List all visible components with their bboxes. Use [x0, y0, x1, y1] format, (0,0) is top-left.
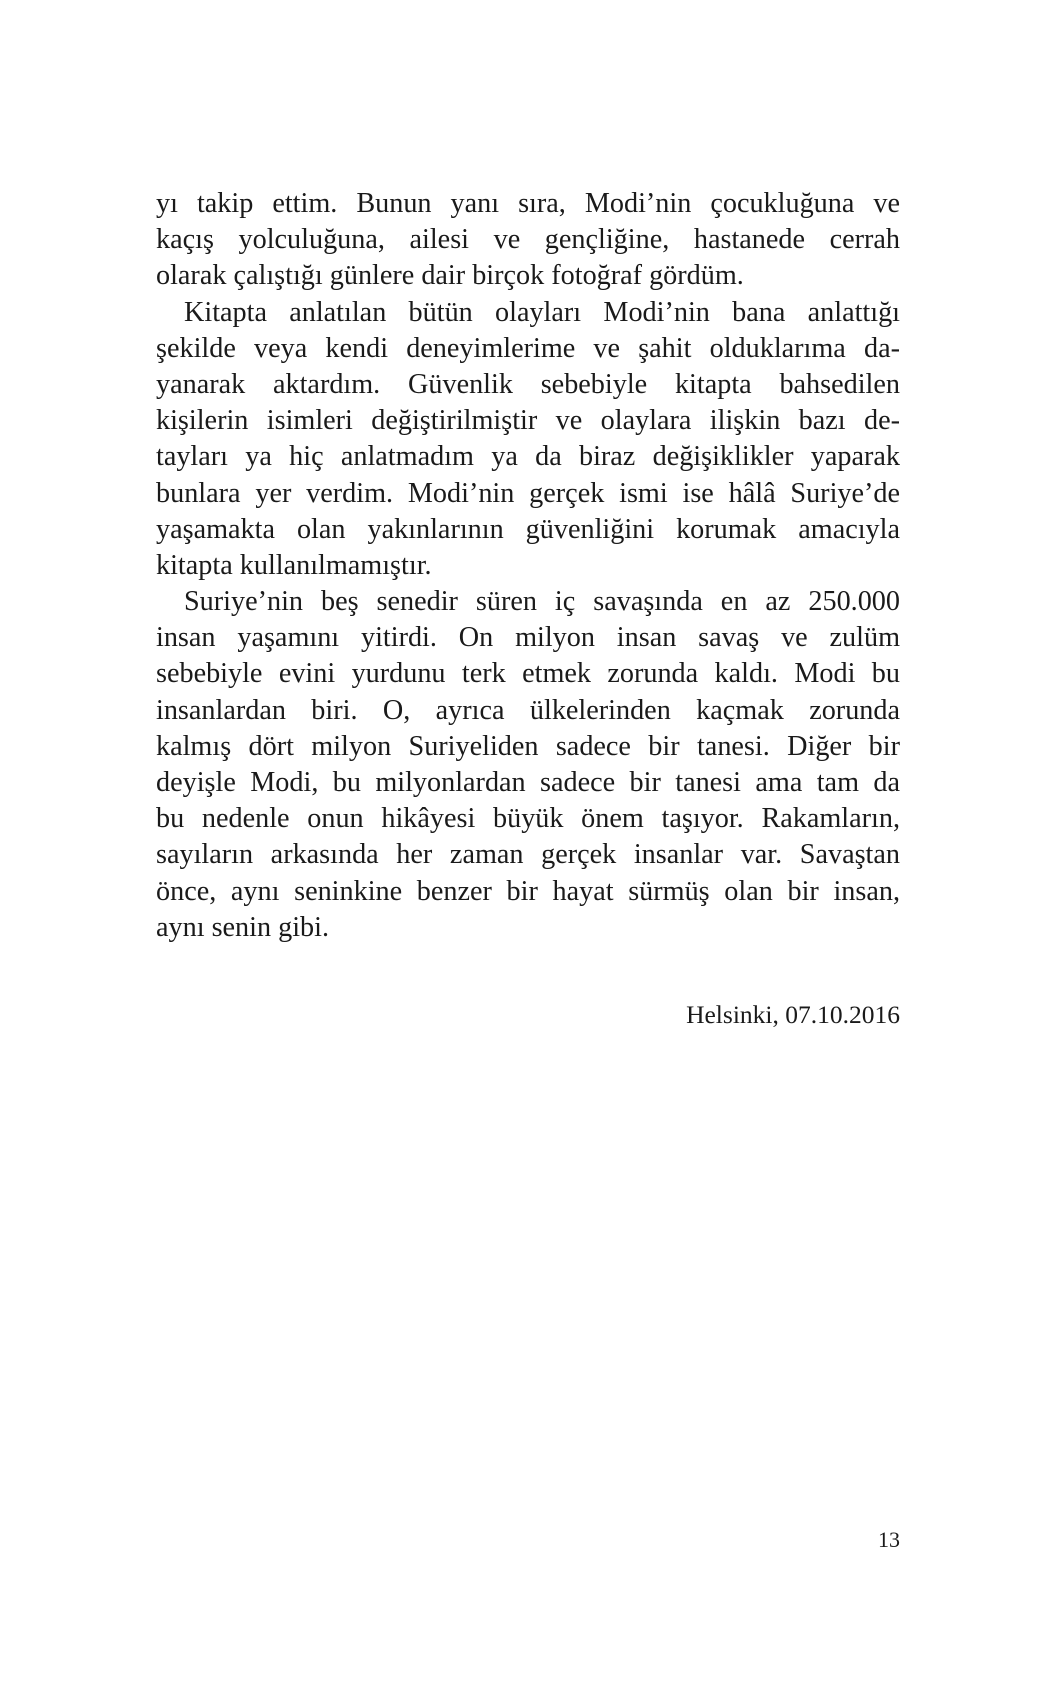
text-line: kaçış yolculuğuna, ailesi ve gençliğine, hastanede cerrah [156, 224, 900, 256]
text-line: önce, aynı seninkine benzer bir hayat sürmüş olan bir insan, [156, 875, 900, 907]
text-line: bu nedenle onun hikâyesi büyük önem taşıyor. Rakamların, [156, 803, 900, 835]
text-line: bunlara yer verdim. Modi’nin gerçek ismi ise hâlâ Suriye’de [156, 477, 900, 509]
text-line: insanlardan biri. O, ayrıca ülkelerinden kaçmak zorunda [156, 694, 900, 726]
page-number: 13 [878, 1527, 900, 1552]
text-line: şekilde veya kendi deneyimlerime ve şahit olduklarıma da- [156, 332, 900, 364]
text-line: sayıların arkasında her zaman gerçek insanlar var. Savaştan [156, 839, 900, 871]
text-line: insan yaşamını yitirdi. On milyon insan savaş ve zulüm [156, 622, 900, 654]
text-line: olarak çalıştığı günlere dair birçok fotoğraf gördüm. [156, 260, 744, 292]
text-line: yaşamakta olan yakınlarının güvenliğini korumak amacıyla [156, 513, 900, 545]
text-line: aynı senin gibi. [156, 911, 330, 943]
text-line: kalmış dört milyon Suriyeliden sadece bir tanesi. Diğer bir [156, 730, 900, 762]
text-line: tayları ya hiç anlatmadım ya da biraz değişiklikler yaparak [156, 441, 900, 473]
paragraph-start-line: Kitapta anlatılan bütün olayları Modi’nin bana anlattığı [184, 296, 900, 328]
text-line: yanarak aktardım. Güvenlik sebebiyle kitapta bahsedilen [156, 368, 900, 400]
paragraph-start-line: Suriye’nin beş senedir süren iç savaşında en az 250.000 [184, 586, 900, 618]
text-line: yı takip ettim. Bunun yanı sıra, Modi’nin çocukluğuna ve [156, 188, 900, 219]
text-line: kişilerin isimleri değiştirilmiştir ve olaylara ilişkin bazı de- [156, 405, 900, 437]
text-line: kitapta kullanılmamıştır. [156, 549, 432, 581]
text-line: sebebiyle evini yurdunu terk etmek zorunda kaldı. Modi bu [156, 658, 900, 690]
place-date-signature: Helsinki, 07.10.2016 [686, 1000, 900, 1029]
body-text [156, 186, 900, 946]
text-line: deyişle Modi, bu milyonlardan sadece bir tanesi ama tam da [156, 767, 900, 798]
